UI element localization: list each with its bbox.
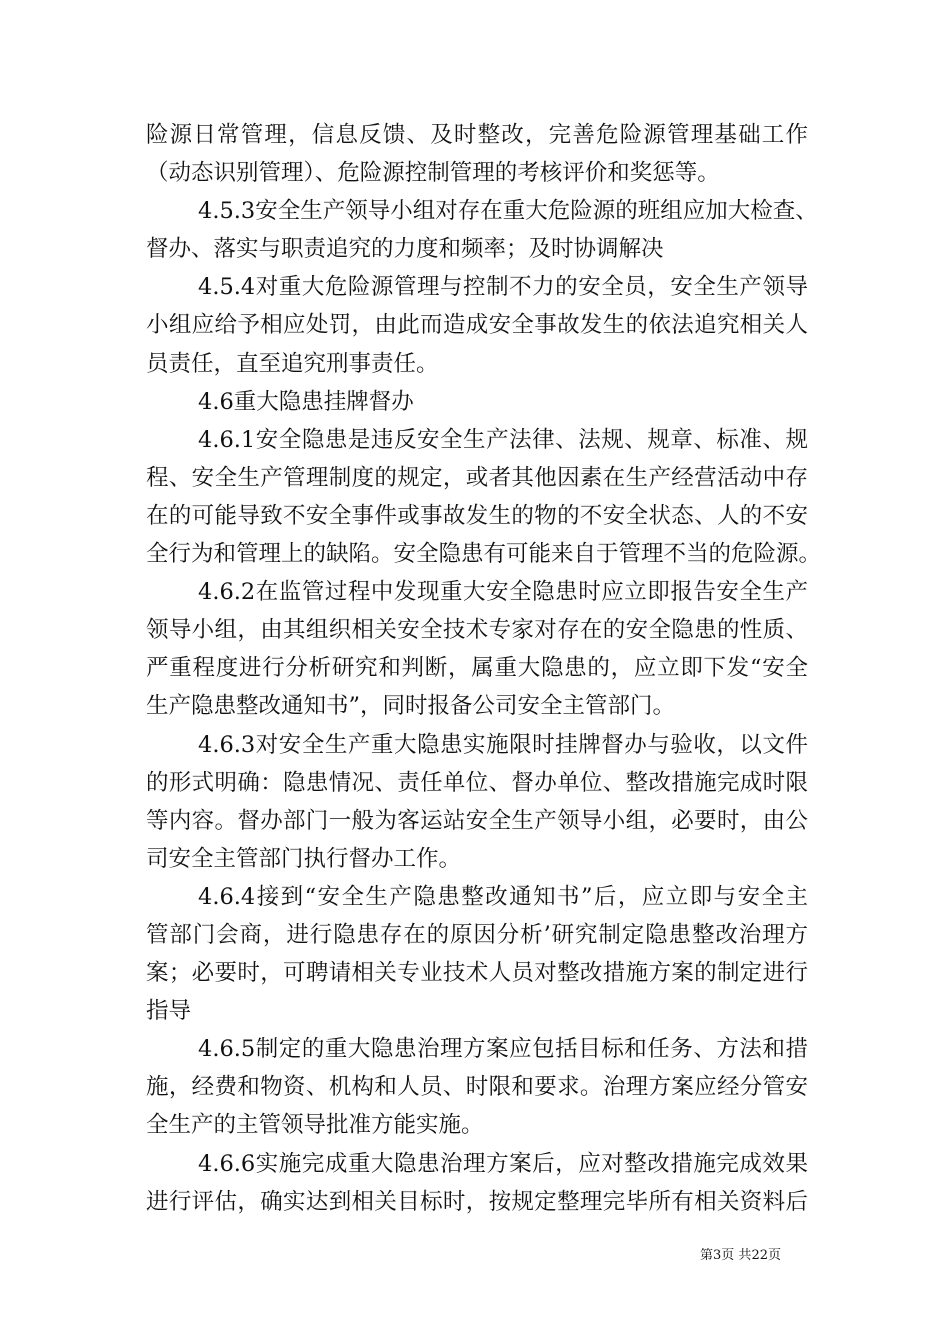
text-line: 4.6.3对安全生产重大隐患实施限时挂牌督办与验收，以文件 xyxy=(198,731,808,758)
text-line: 小组应给予相应处罚，由此而造成安全事故发生的依法追究相关人 xyxy=(146,312,808,339)
text-line: 程、安全生产管理制度的规定，或者其他因素在生产经营活动中存 xyxy=(146,464,808,491)
text-line: 4.6.2在监管过程中发现重大安全隐患时应立即报告安全生产 xyxy=(198,579,808,606)
document-body xyxy=(146,116,822,1221)
text-line: 督办、落实与职责追究的力度和频率；及时协调解决 xyxy=(146,236,664,263)
footer-middle: 页 共 xyxy=(721,1248,752,1263)
text-line: 4.6重大隐患挂牌督办 xyxy=(198,388,414,415)
text-line: 严重程度进行分析研究和判断，属重大隐患的，应立即下发“安全 xyxy=(146,655,808,682)
footer-suffix: 页 xyxy=(767,1248,781,1263)
text-line: 施，经费和物资、机构和人员、时限和要求。治理方案应经分管安 xyxy=(146,1074,808,1101)
text-line: 4.6.4接到“安全生产隐患整改通知书”后，应立即与安全主 xyxy=(198,883,808,910)
text-line: 4.5.4对重大危险源管理与控制不力的安全员，安全生产领导 xyxy=(198,274,808,301)
text-line: 4.6.5制定的重大隐患治理方案应包括目标和任务、方法和措 xyxy=(198,1036,808,1063)
text-line: 全行为和管理上的缺陷。安全隐患有可能来自于管理不当的危险源。 xyxy=(146,541,822,568)
text-line: 4.6.1安全隐患是违反安全生产法律、法规、规章、标准、规 xyxy=(198,426,808,453)
text-line: 生产隐患整改通知书”，同时报备公司安全主管部门。 xyxy=(146,693,676,720)
text-line: 案；必要时，可聘请相关专业技术人员对整改措施方案的制定进行 xyxy=(146,960,808,987)
text-line: 在的可能导致不安全事件或事故发生的物的不安全状态、人的不安 xyxy=(146,502,808,529)
text-line: 员责任，直至追究刑事责任。 xyxy=(146,350,439,377)
text-line: 指导 xyxy=(146,998,192,1025)
page-footer xyxy=(700,1244,820,1263)
footer-total-pages: 22 xyxy=(751,1248,768,1263)
text-line: （动态识别管理）、危险源控制管理的考核评价和奖惩等。 xyxy=(146,160,720,187)
text-line: 的形式明确：隐患情况、责任单位、督办单位、整改措施完成时限 xyxy=(146,769,808,796)
text-line: 管部门会商，进行隐患存在的原因分析’研究制定隐患整改治理方 xyxy=(146,921,808,948)
footer-page-number: 3 xyxy=(713,1248,722,1263)
text-line: 险源日常管理，信息反馈、及时整改，完善危险源管理基础工作 xyxy=(146,122,808,148)
text-line: 等内容。督办部门一般为客运站安全生产领导小组，必要时，由公 xyxy=(146,807,808,834)
text-line: 4.5.3安全生产领导小组对存在重大危险源的班组应加大检查、 xyxy=(198,198,818,225)
text-line: 进行评估，确实达到相关目标时，按规定整理完毕所有相关资料后 xyxy=(146,1188,808,1215)
text-line: 司安全主管部门执行督办工作。 xyxy=(146,845,462,872)
text-line: 领导小组，由其组织相关安全技术专家对存在的安全隐患的性质、 xyxy=(146,617,808,644)
text-line: 全生产的主管领导批准方能实施。 xyxy=(146,1112,484,1139)
footer-prefix: 第 xyxy=(700,1248,714,1263)
text-line: 4.6.6实施完成重大隐患治理方案后，应对整改措施完成效果 xyxy=(198,1150,808,1177)
